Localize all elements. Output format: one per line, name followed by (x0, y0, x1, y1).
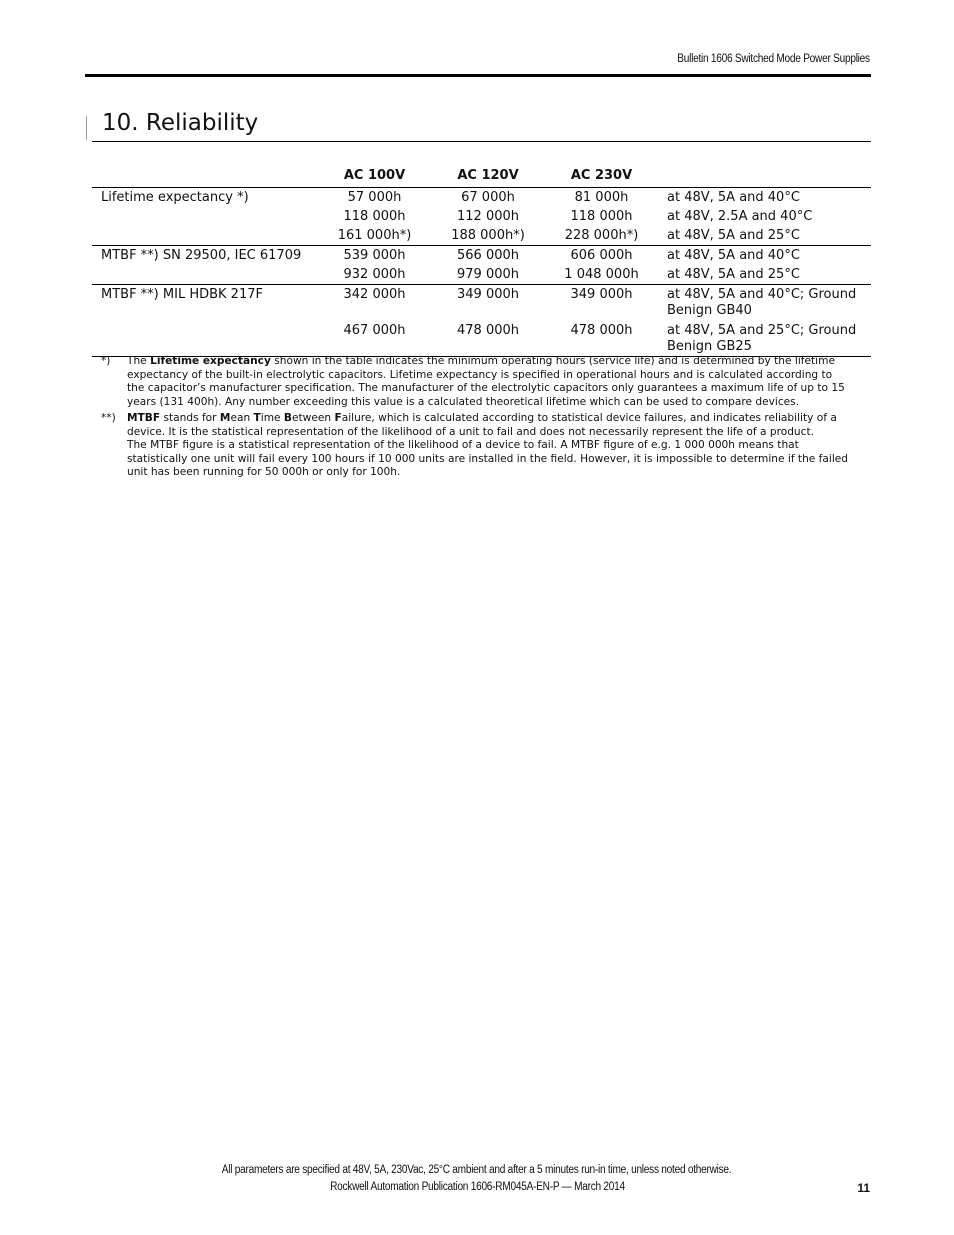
row-label: MTBF **) SN 29500, IEC 61709 (101, 248, 302, 263)
table-cell: 188 000h*) (451, 228, 525, 243)
table-cell-condition: at 48V, 5A and 25°C (667, 228, 800, 243)
table-cell: 1 048 000h (564, 267, 639, 282)
table-cell: 478 000h (457, 323, 519, 338)
footnote-paragraph: The MTBF figure is a statistical representation of the likelihood of a device to fail. A MTBF figure of e.g. 1 000 000h means that statistically one unit will fail every 100 hours if 10 000 units are installed in the field. However, it is impossible to determine if the failed unit has been running for 50 000h or only for 100h. (127, 439, 849, 478)
table-cell: 342 000h (343, 287, 406, 302)
table-cell: 118 000h (343, 209, 406, 224)
table-cell-condition: at 48V, 5A and 25°C; Ground Benign GB25 (667, 323, 857, 354)
table-group-mtbf-sn29500 (92, 246, 871, 285)
footnotes (101, 355, 851, 482)
column-header-ac120v: AC 120V (457, 168, 519, 183)
table-cell-condition: at 48V, 2.5A and 40°C (667, 209, 813, 224)
table-row (92, 285, 871, 320)
table-cell-condition: at 48V, 5A and 40°C (667, 248, 800, 263)
table-cell: 979 000h (457, 267, 519, 282)
footer-note: All parameters are specified at 48V, 5A, 230Vac, 25°C ambient and after a 5 minutes run-in time, unless noted otherwise. (222, 1164, 732, 1176)
table-row (92, 246, 871, 265)
table-cell: 118 000h (570, 209, 633, 224)
table-cell: 161 000h*) (337, 228, 412, 243)
section-rule (92, 141, 871, 142)
table-cell: 539 000h (343, 248, 406, 263)
column-header-ac100v: AC 100V (343, 168, 406, 183)
table-cell: 112 000h (457, 209, 519, 224)
table-row (92, 188, 871, 207)
footnote-term: Lifetime expectancy (150, 355, 271, 367)
table-cell-condition: at 48V, 5A and 40°C; Ground Benign GB40 (667, 287, 857, 318)
table-group-lifetime (92, 188, 871, 246)
table-cell: 606 000h (570, 248, 633, 263)
bulletin-header: Bulletin 1606 Switched Mode Power Supplies (677, 53, 870, 65)
table-cell: 228 000h*) (564, 228, 639, 243)
table-cell: 349 000h (457, 287, 519, 302)
reliability-table (92, 164, 871, 357)
table-header-row (92, 164, 871, 188)
table-cell: 349 000h (570, 287, 633, 302)
table-cell-condition: at 48V, 5A and 40°C (667, 190, 800, 205)
page-number: 11 (857, 1181, 870, 1195)
table-cell: 67 000h (461, 190, 515, 205)
table-cell: 478 000h (570, 323, 633, 338)
header-rule (85, 74, 871, 77)
footnote-body: MTBF stands for Mean Time Between Failure, which is calculated according to statistical device failures, and indicates reliability of a device. It is the statistical representation of the likelihood of a unit to fail and does not necessarily represent the life of a product. The MTBF figure is a statistical representation of the likelihood of a device to fail. A MTBF figure of e.g. 1 000 000h means that statistically one unit will fail every 100 hours if 10 000 units are installed in the field. However, it is impossible to determine if the failed unit has been running for 50 000h or only for 100h. (127, 412, 851, 480)
table-group-mtbf-mil-hdbk (92, 285, 871, 357)
row-label: Lifetime expectancy *) (101, 190, 249, 205)
table-row (92, 207, 871, 226)
footer-publication: Rockwell Automation Publication 1606-RM045A-EN-P — March 2014 (329, 1181, 625, 1193)
table-cell: 57 000h (347, 190, 402, 205)
table-cell: 467 000h (343, 323, 406, 338)
table-row (92, 226, 871, 245)
footnote-body: The Lifetime expectancy shown in the table indicates the minimum operating hours (service life) and is determined by the lifetime expectancy of the built-in electrolytic capacitors. Lifetime expectancy is specified in operational hours and is calculated according to the capacitor’s manufacturer specification. The manufacturer of the electrolytic capacitors only guarantees a maximum life of up to 15 years (131 400h). Any number exceeding this value is a calculated theoretical lifetime which can be used to compare devices. (127, 355, 845, 408)
table-cell: 81 000h (574, 190, 629, 205)
footnote-mark: **) (101, 412, 116, 424)
table-cell-condition: at 48V, 5A and 25°C (667, 267, 800, 282)
table-cell: 566 000h (457, 248, 519, 263)
footnote-term: MTBF (127, 412, 161, 424)
footnote-mtbf (101, 412, 851, 480)
footnote-lifetime (101, 355, 851, 409)
section-title: 10. Reliability (102, 110, 259, 136)
footnote-mark: *) (101, 355, 111, 367)
table-cell: 932 000h (343, 267, 406, 282)
table-row (92, 320, 871, 356)
section-marker (86, 116, 87, 140)
column-header-ac230v: AC 230V (570, 168, 633, 183)
table-row (92, 265, 871, 284)
row-label: MTBF **) MIL HDBK 217F (101, 287, 263, 302)
